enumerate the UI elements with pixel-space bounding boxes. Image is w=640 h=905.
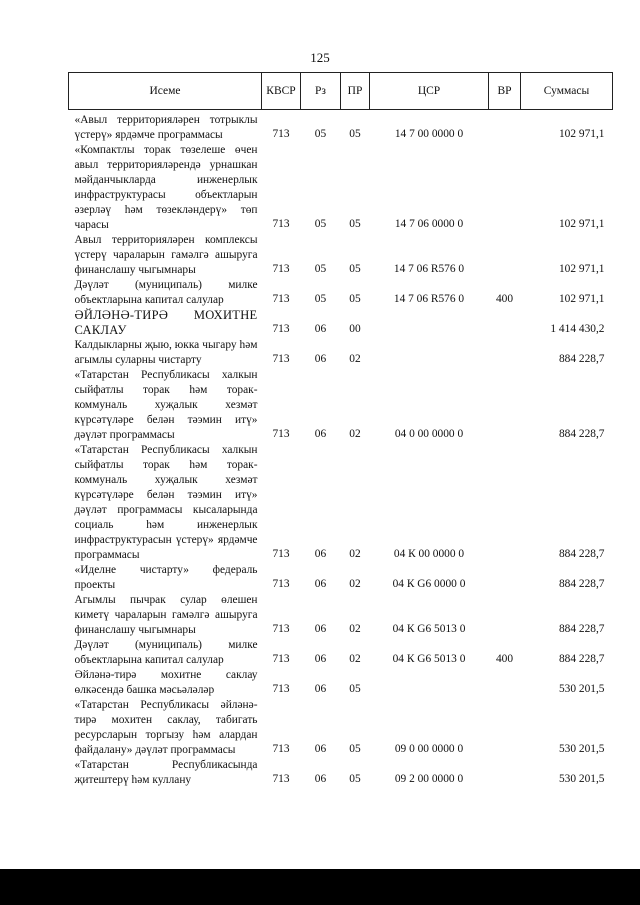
row-kvsr: 713 — [272, 128, 290, 140]
row-csr: 04 0 00 0000 0 — [394, 428, 464, 440]
row-amount: 102 971,1 — [558, 128, 605, 140]
table-row — [69, 110, 613, 144]
row-rz: 05 — [314, 263, 327, 275]
row-vr — [489, 668, 521, 698]
table-row — [69, 338, 613, 368]
row-name: «Татарстан Республикасы халкын сыйфатлы торак һәм торак-коммуналь хуҗалык хезмәт күрсәтүләре белән тәэмин итү» дәүләт программасы — [74, 369, 258, 441]
header-pr: ПР — [341, 73, 370, 110]
page-number: 125 — [310, 50, 330, 65]
row-kvsr: 713 — [272, 743, 290, 755]
row-rz: 06 — [314, 623, 327, 635]
row-vr — [489, 143, 521, 233]
row-kvsr: 713 — [272, 263, 290, 275]
table-row — [69, 638, 613, 668]
row-amount: 530 201,5 — [558, 773, 605, 785]
table-row — [69, 758, 613, 788]
header-amount: Суммасы — [521, 73, 613, 110]
row-pr: 05 — [349, 773, 361, 785]
row-pr: 05 — [349, 743, 361, 755]
row-amount: 1 414 430,2 — [550, 323, 605, 335]
row-amount: 530 201,5 — [558, 683, 605, 695]
row-rz: 06 — [314, 548, 327, 560]
row-vr: 400 — [495, 653, 514, 665]
row-amount: 102 971,1 — [558, 218, 605, 230]
row-rz: 06 — [314, 353, 327, 365]
row-name: Агымлы пычрак сулар өлешен киметү чараларын гамәлгә ашыруга финанслашу чыгымнары — [74, 594, 258, 636]
row-csr: 04 К 00 0000 0 — [393, 548, 465, 560]
row-csr — [370, 308, 489, 338]
row-name: «Татарстан Республикасы әйләнә-тирә мохитен саклау, табигать ресурсларын торгызу һәм алардан файдалану» дәүләт программасы — [74, 699, 258, 756]
row-csr: 14 7 06 0000 0 — [394, 218, 464, 230]
row-name: «Иделне чистарту» федераль проекты — [74, 564, 258, 591]
row-rz: 06 — [314, 578, 327, 590]
row-vr — [489, 368, 521, 443]
row-csr: 04 К G6 5013 0 — [392, 653, 466, 665]
row-amount: 884 228,7 — [558, 653, 605, 665]
row-name: Дәүләт (муниципаль) милке объектларына капитал салулар — [74, 639, 258, 666]
row-rz: 05 — [314, 218, 327, 230]
row-csr: 04 К G6 5013 0 — [392, 623, 466, 635]
row-pr: 00 — [349, 323, 361, 335]
row-amount: 884 228,7 — [558, 428, 605, 440]
table-row — [69, 593, 613, 638]
row-csr: 09 2 00 0000 0 — [394, 773, 464, 785]
row-pr: 05 — [349, 263, 361, 275]
table-row — [69, 143, 613, 233]
row-kvsr: 713 — [272, 683, 290, 695]
row-rz: 05 — [314, 293, 327, 305]
row-rz: 05 — [314, 128, 327, 140]
row-pr: 02 — [349, 578, 361, 590]
row-amount: 884 228,7 — [558, 578, 605, 590]
table-row — [69, 698, 613, 758]
table-row — [69, 233, 613, 278]
row-name: Дәүләт (муниципаль) милке объектларына капитал салулар — [74, 279, 258, 306]
row-csr: 14 7 00 0000 0 — [394, 128, 464, 140]
header-rz: Рз — [301, 73, 341, 110]
row-rz: 06 — [314, 653, 327, 665]
scan-bottom-edge — [0, 869, 640, 905]
row-name: Калдыкларны җыю, юкка чыгару һәм агымлы суларны чистарту — [74, 339, 258, 366]
row-amount: 884 228,7 — [558, 353, 605, 365]
row-vr — [489, 233, 521, 278]
budget-table — [68, 72, 613, 788]
row-rz: 06 — [314, 773, 327, 785]
row-amount: 102 971,1 — [558, 293, 605, 305]
row-amount: 530 201,5 — [558, 743, 605, 755]
row-csr: 14 7 06 R576 0 — [393, 263, 465, 275]
table-row — [69, 278, 613, 308]
row-rz: 06 — [314, 683, 327, 695]
row-amount: 102 971,1 — [558, 263, 605, 275]
row-kvsr: 713 — [272, 548, 290, 560]
row-vr — [489, 563, 521, 593]
table-header-row — [69, 73, 613, 110]
row-csr — [370, 338, 489, 368]
row-pr: 05 — [349, 293, 361, 305]
row-pr: 05 — [349, 128, 361, 140]
row-name: ӘЙЛӘНӘ-ТИРӘ МОХИТНЕ САКЛАУ — [74, 308, 258, 337]
row-pr: 02 — [349, 623, 361, 635]
row-csr: 09 0 00 0000 0 — [394, 743, 464, 755]
table-row — [69, 563, 613, 593]
row-csr: 04 К G6 0000 0 — [392, 578, 466, 590]
table-row — [69, 668, 613, 698]
table-body — [69, 110, 613, 789]
row-vr — [489, 110, 521, 144]
row-vr — [489, 758, 521, 788]
row-vr — [489, 698, 521, 758]
row-vr: 400 — [495, 293, 514, 305]
header-csr: ЦСР — [370, 73, 489, 110]
row-kvsr: 713 — [272, 428, 290, 440]
row-vr — [489, 593, 521, 638]
row-name: «Татарстан Республикасы халкын сыйфатлы торак һәм торак-коммуналь хуҗалык хезмәт күрсәтүләре белән тәэмин итү» дәүләт программасы кысаларында социаль һәм инженерлык инфраструктурасын үстерү» ярдәмче программасы — [74, 444, 258, 561]
row-csr: 14 7 06 R576 0 — [393, 293, 465, 305]
row-name: «Татарстан Республикасында җитештерү һәм куллану — [74, 759, 258, 786]
row-kvsr: 713 — [272, 578, 290, 590]
table-row — [69, 368, 613, 443]
row-pr: 05 — [349, 218, 361, 230]
row-name: «Компактлы торак төзелеше өчен авыл территорияләрендә урнашкан мәйданчыкларда инженерлык инфраструктурасы объектларын әзерләү һәм төзекләндерү» төп чарасы — [74, 144, 258, 231]
table-row-section — [69, 308, 613, 338]
row-pr: 02 — [349, 428, 361, 440]
row-pr: 05 — [349, 683, 361, 695]
row-vr — [489, 443, 521, 563]
row-kvsr: 713 — [272, 293, 290, 305]
row-vr — [489, 308, 521, 338]
row-amount: 884 228,7 — [558, 548, 605, 560]
row-kvsr: 713 — [272, 323, 290, 335]
row-csr — [370, 668, 489, 698]
row-name: Авыл территорияләрен комплексы үстерү чараларын гамәлгә ашыруга финанслашу чыгымнары — [74, 234, 258, 276]
row-pr: 02 — [349, 353, 361, 365]
row-pr: 02 — [349, 653, 361, 665]
row-amount: 884 228,7 — [558, 623, 605, 635]
row-vr — [489, 338, 521, 368]
row-name: Әйләнә-тирә мохитне саклау өлкәсендә башка мәсьәләләр — [74, 669, 258, 696]
header-vr: ВР — [489, 73, 521, 110]
header-kvsr: КВСР — [262, 73, 301, 110]
row-kvsr: 713 — [272, 353, 290, 365]
row-rz: 06 — [314, 428, 327, 440]
header-name: Исеме — [69, 73, 262, 110]
row-kvsr: 713 — [272, 653, 290, 665]
row-rz: 06 — [314, 743, 327, 755]
row-kvsr: 713 — [272, 218, 290, 230]
row-name: «Авыл территорияләрен тотрыклы үстерү» ярдәмче программасы — [74, 114, 258, 141]
row-kvsr: 713 — [272, 623, 290, 635]
row-pr: 02 — [349, 548, 361, 560]
row-rz: 06 — [314, 323, 327, 335]
table-row — [69, 443, 613, 563]
row-kvsr: 713 — [272, 773, 290, 785]
